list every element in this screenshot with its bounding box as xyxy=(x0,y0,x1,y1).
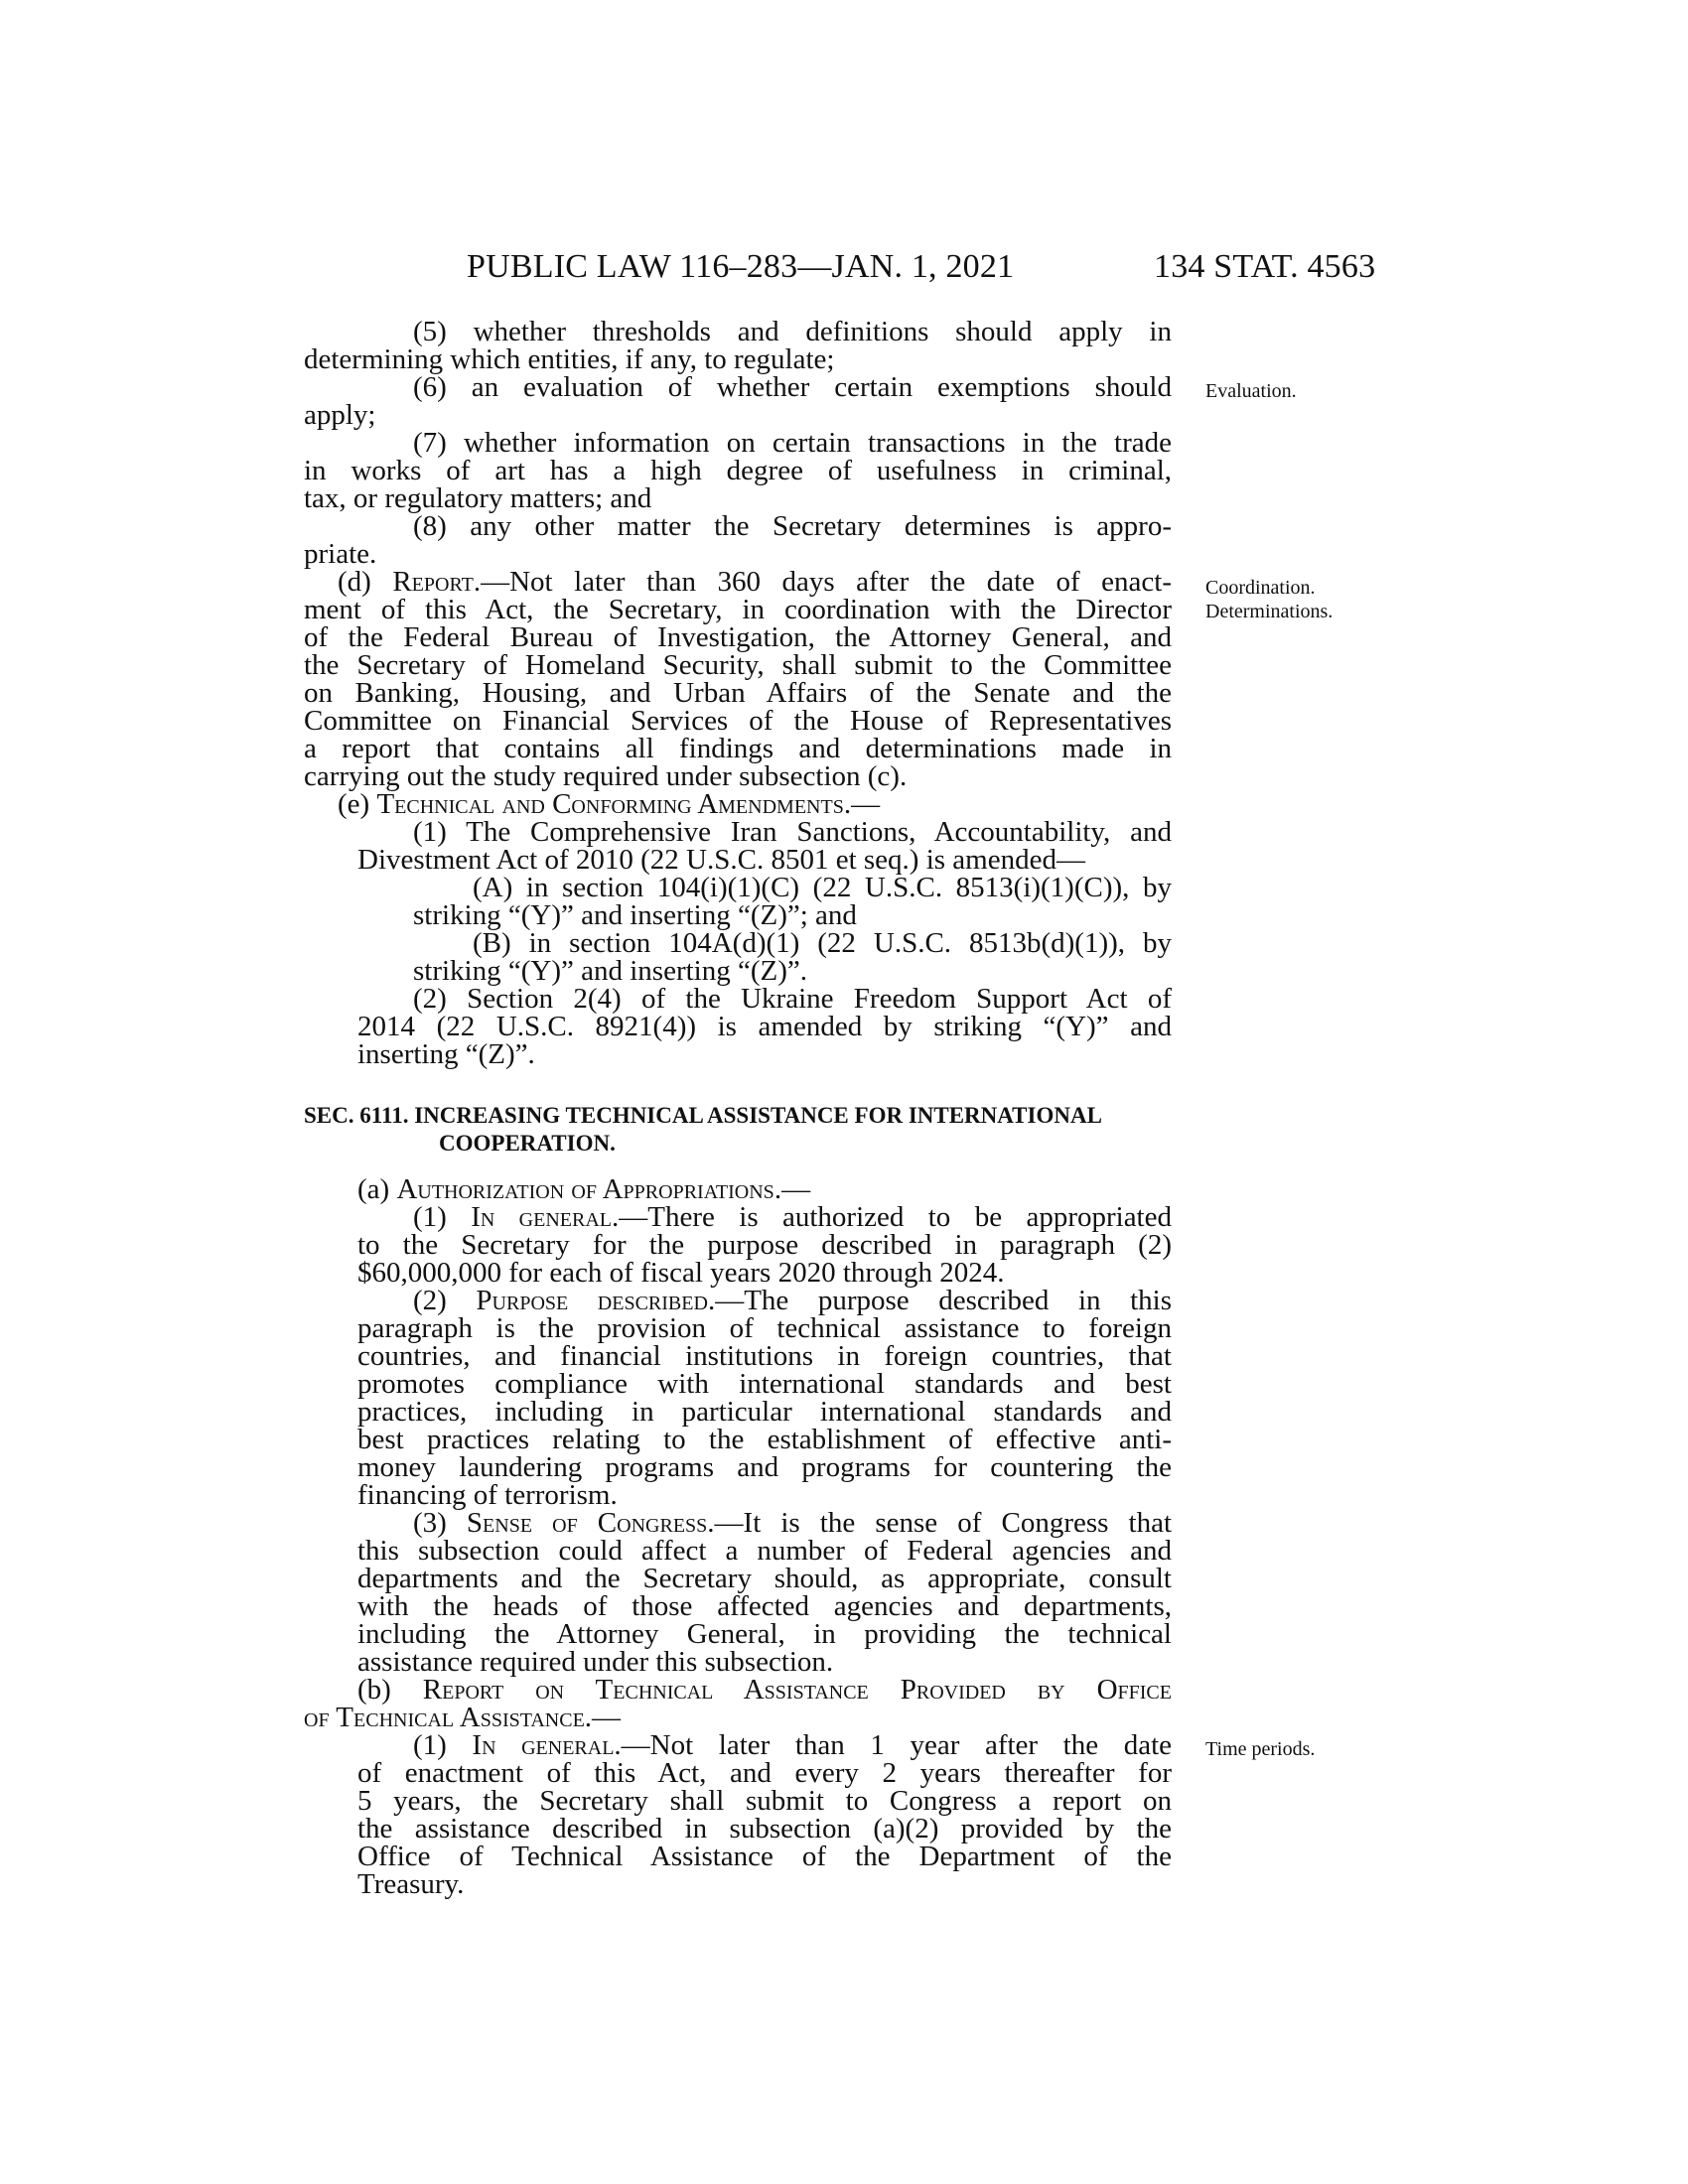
text-line: the Secretary of Homeland Security, shall submit to the Committee xyxy=(304,649,1172,681)
text-line: countries, and financial institutions in foreign countries, that xyxy=(357,1340,1172,1372)
text-line: assistance required under this subsection. xyxy=(357,1646,834,1678)
text-line: best practices relating to the establishment of effective anti- xyxy=(357,1424,1172,1455)
section-heading-cont: COOPERATION. xyxy=(439,1131,616,1156)
subsection-a-heading: (a) Authorization of Appropriations.— xyxy=(357,1173,811,1205)
text-line: departments and the Secretary should, as appropriate, consult xyxy=(357,1563,1172,1594)
paragraph-a3-heading: (3) Sense of Congress.—It is the sense of Congress that xyxy=(413,1507,1173,1539)
text-line: on Banking, Housing, and Urban Affairs of the Senate and the xyxy=(304,677,1172,709)
paragraph-a2-heading: (2) Purpose described.—The purpose described in this xyxy=(413,1285,1172,1316)
margin-note-coordination: Coordination. xyxy=(1205,577,1316,599)
margin-note-time-periods: Time periods. xyxy=(1205,1738,1316,1760)
text-line: apply; xyxy=(304,399,376,431)
subsection-e-heading: (e) Technical and Conforming Amendments.— xyxy=(338,788,881,820)
text-line: inserting “(Z)”. xyxy=(357,1038,535,1070)
text-line: Divestment Act of 2010 (22 U.S.C. 8501 et seq.) is amended— xyxy=(357,844,1085,876)
paragraph-b1-heading: (1) In general.—Not later than 1 year after the date xyxy=(413,1729,1172,1761)
text-line: money laundering programs and programs for countering the xyxy=(357,1451,1172,1483)
text-line: Committee on Financial Services of the House of Representatives xyxy=(304,705,1172,737)
text-line: the assistance described in subsection (a)(2) provided by the xyxy=(357,1813,1172,1844)
text-line: in works of art has a high degree of usefulness in criminal, xyxy=(304,455,1172,486)
running-header-stat: 134 STAT. 4563 xyxy=(1154,248,1376,285)
text-line: (5) whether thresholds and definitions should apply in xyxy=(413,316,1172,347)
text-line: financing of terrorism. xyxy=(357,1479,618,1511)
text-line: of the Federal Bureau of Investigation, the Attorney General, and xyxy=(304,621,1172,653)
text-line: ment of this Act, the Secretary, in coordination with the Director xyxy=(304,594,1172,625)
text-line: paragraph is the provision of technical assistance to foreign xyxy=(357,1312,1172,1344)
text-line: (A) in section 104(i)(1)(C) (22 U.S.C. 8513(i)(1)(C)), by xyxy=(473,872,1172,903)
text-line: (6) an evaluation of whether certain exemptions should xyxy=(413,371,1172,403)
text-line: (B) in section 104A(d)(1) (22 U.S.C. 8513b(d)(1)), by xyxy=(473,927,1172,959)
text-line: with the heads of those affected agencies and departments, xyxy=(357,1590,1172,1622)
text-line: 5 years, the Secretary shall submit to Congress a report on xyxy=(357,1785,1172,1817)
text-line: (8) any other matter the Secretary determines is appro- xyxy=(413,510,1172,542)
text-line: promotes compliance with international standards and best xyxy=(357,1368,1172,1400)
text-line: striking “(Y)” and inserting “(Z)”; and xyxy=(413,899,857,931)
text-line: (1) The Comprehensive Iran Sanctions, Accountability, and xyxy=(413,816,1172,848)
text-line: a report that contains all findings and determinations made in xyxy=(304,733,1172,764)
text-line: of enactment of this Act, and every 2 years thereafter for xyxy=(357,1757,1172,1789)
text-line: priate. xyxy=(304,538,377,570)
section-heading: SEC. 6111. INCREASING TECHNICAL ASSISTANCE FOR INTERNATIONAL xyxy=(304,1103,1102,1128)
text-line: $60,000,000 for each of fiscal years 2020 through 2024. xyxy=(357,1257,1005,1289)
margin-note-determinations: Determinations. xyxy=(1205,601,1334,622)
subsection-b-heading-cont: of Technical Assistance.— xyxy=(304,1702,622,1733)
margin-note-evaluation: Evaluation. xyxy=(1205,380,1297,402)
subsection-b-heading: (b) Report on Technical Assistance Provided by Office xyxy=(357,1674,1172,1706)
text-line: this subsection could affect a number of Federal agencies and xyxy=(357,1535,1172,1567)
text-line: tax, or regulatory matters; and xyxy=(304,482,652,514)
text-line: practices, including in particular international standards and xyxy=(357,1396,1172,1428)
text-line: to the Secretary for the purpose described in paragraph (2) xyxy=(357,1229,1172,1261)
text-line: 2014 (22 U.S.C. 8921(4)) is amended by striking “(Y)” and xyxy=(357,1011,1172,1042)
text-line: (7) whether information on certain transactions in the trade xyxy=(413,427,1172,459)
running-header-law: PUBLIC LAW 116–283—JAN. 1, 2021 xyxy=(467,248,1015,285)
text-line: Office of Technical Assistance of the Department of the xyxy=(357,1841,1172,1872)
subsection-d-heading: (d) Report.—Not later than 360 days after the date of enact- xyxy=(338,566,1172,598)
text-line: striking “(Y)” and inserting “(Z)”. xyxy=(413,955,807,987)
text-line: including the Attorney General, in providing the technical xyxy=(357,1618,1172,1650)
text-line: carrying out the study required under subsection (c). xyxy=(304,760,908,792)
text-line: determining which entities, if any, to regulate; xyxy=(304,343,835,375)
text-line: (2) Section 2(4) of the Ukraine Freedom Support Act of xyxy=(413,983,1172,1015)
paragraph-a1-heading: (1) In general.—There is authorized to be appropriated xyxy=(413,1201,1172,1233)
text-line: Treasury. xyxy=(357,1868,465,1900)
